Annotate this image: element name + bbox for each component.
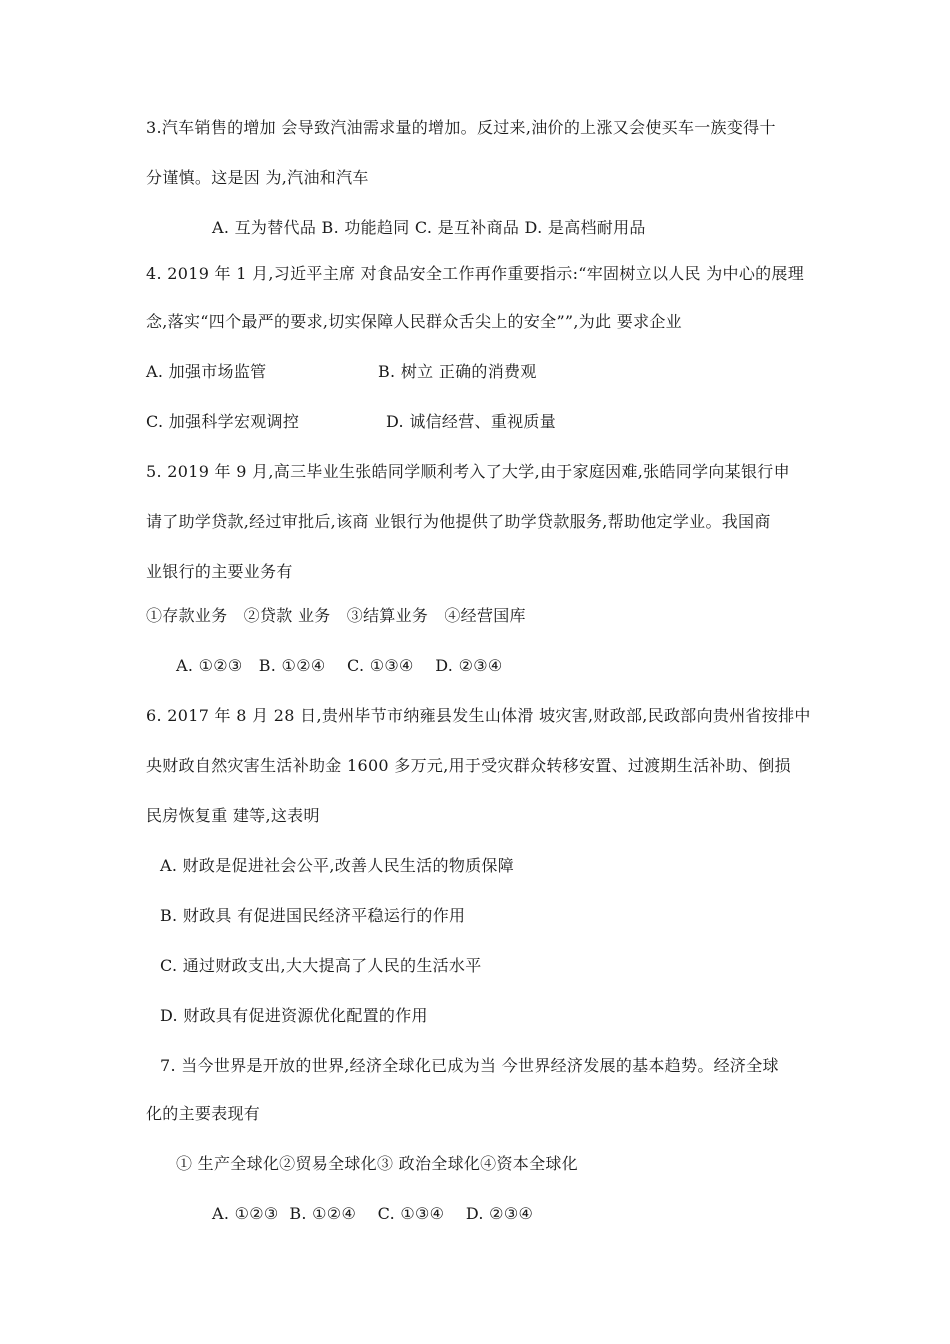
q4-option-c: C. 加强科学宏观调控 — [146, 412, 300, 431]
q4-option-b: B. 树立 正确的消费观 — [378, 362, 537, 381]
q7-items: ① 生产全球化②贸易全球化③ 政治全球化④资本全球化 — [176, 1154, 578, 1173]
q6-option-a: A. 财政是促进社会公平,改善人民生活的物质保障 — [160, 856, 515, 875]
q5-stem-line-1: 5. 2019 年 9 月,高三毕业生张皓同学顺利考入了大学,由于家庭因难,张皓同学向某银行申 — [146, 462, 790, 481]
q5-options: A. ①②③ B. ①②④ C. ①③④ D. ②③④ — [176, 656, 503, 675]
q6-option-d: D. 财政具有促进资源优化配置的作用 — [160, 1006, 428, 1025]
q5-stem-line-3: 业银行的主要业务有 — [146, 562, 293, 581]
q4-option-d: D. 诚信经营、重视质量 — [386, 412, 557, 431]
q5-stem-line-2: 请了助学贷款,经过审批后,该商 业银行为他提供了助学贷款服务,帮助他定学业。我国商 — [146, 512, 771, 531]
q3-stem-line-1: 3.汽车销售的增加 会导致汽油需求量的增加。反过来,油价的上涨又会使买车一族变得十 — [146, 118, 776, 137]
q6-option-b: B. 财政具 有促进国民经济平稳运行的作用 — [160, 906, 466, 925]
q7-options: A. ①②③ B. ①②④ C. ①③④ D. ②③④ — [212, 1204, 534, 1223]
q6-option-c: C. 通过财政支出,大大提高了人民的生活水平 — [160, 956, 482, 975]
q4-option-a: A. 加强市场监管 — [146, 362, 267, 381]
q5-items: ①存款业务 ②贷款 业务 ③结算业务 ④经营国库 — [146, 606, 526, 625]
q3-options: A. 互为替代品 B. 功能趋同 C. 是互补商品 D. 是高档耐用品 — [212, 218, 646, 237]
q6-stem-line-1: 6. 2017 年 8 月 28 日,贵州毕节市纳雍县发生山体滑 坡灾害,财政部,民政部向贵州省按排中 — [146, 706, 811, 725]
q6-stem-line-3: 民房恢复重 建等,这表明 — [146, 806, 320, 825]
q3-stem-line-2: 分谨慎。这是因 为,汽油和汽车 — [146, 168, 369, 187]
q7-stem-line-1: 7. 当今世界是开放的世界,经济全球化已成为当 今世界经济发展的基本趋势。经济全球 — [160, 1056, 779, 1075]
q6-stem-line-2: 央财政自然灾害生活补助金 1600 多万元,用于受灾群众转移安置、过渡期生活补助、倒损 — [146, 756, 791, 775]
q4-stem-line-2: 念,落实“四个最严的要求,切实保障人民群众舌尖上的安全””,为此 要求企业 — [146, 312, 682, 331]
q7-stem-line-2: 化的主要表现有 — [146, 1104, 261, 1123]
q4-stem-line-1: 4. 2019 年 1 月,习近平主席 对食品安全工作再作重要指示:“牢固树立以人民 为中心的展理 — [146, 264, 805, 283]
